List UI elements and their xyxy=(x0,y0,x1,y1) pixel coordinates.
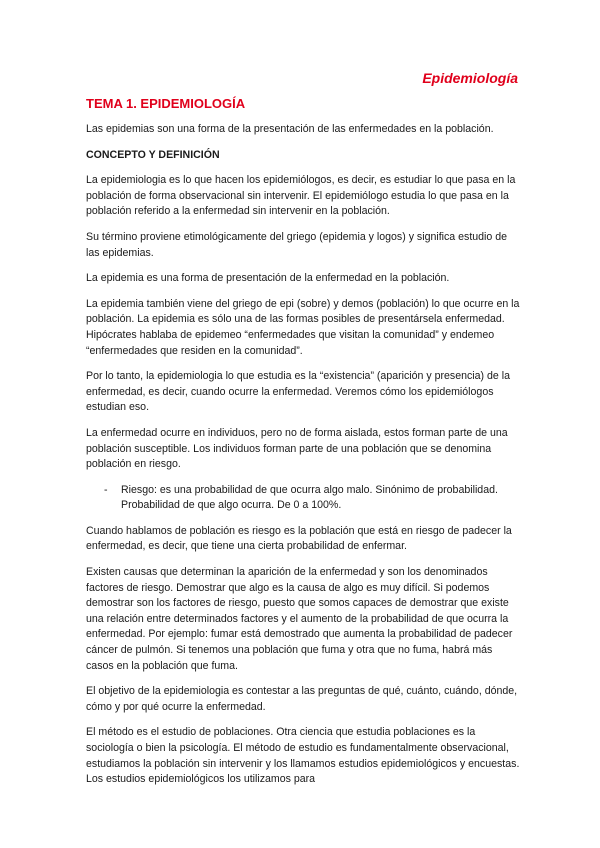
list-item-text: Riesgo: es una probabilidad de que ocurra algo malo. Sinónimo de probabilidad. Probabilidad de que algo ocurra. De 0 a 100%. xyxy=(121,483,498,512)
paragraph: La epidemia es una forma de presentación de la enfermedad en la población. xyxy=(86,272,450,285)
running-header-title: Epidemiología xyxy=(422,70,518,86)
paragraph: La epidemiologia es lo que hacen los epidemiólogos, es decir, es estudiar lo que pasa en la población de forma observacional sin intervenir. El epidemiólogo estudia lo que pasa en la población referido a la enfermedad sin intervenir en la población. xyxy=(86,174,516,218)
chapter-heading: TEMA 1. EPIDEMIOLOGÍA xyxy=(86,96,246,111)
paragraph: Por lo tanto, la epidemiologia lo que estudia es la “existencia” (aparición y presencia) de la enfermedad, es decir, cuando ocurre la enfermedad. Veremos cómo los epidemiólogos estudian eso. xyxy=(86,370,510,414)
paragraph: El método es el estudio de poblaciones. Otra ciencia que estudia poblaciones es la sociología o bien la psicología. El método de estudio es fundamentalmente observacional, estudiamos la población sin intervenir y los llamamos estudios epidemiológicos y encuestas. Los estudios epidemiológicos los utilizamos para xyxy=(86,726,520,786)
document-body xyxy=(86,96,520,798)
paragraph: Existen causas que determinan la aparición de la enfermedad y son los denominados factores de riesgo. Demostrar que algo es la causa de algo es muy difícil. Si podemos demostrar son los factores de riesgo, puesto que somos capaces de demostrar que existe una relación entre determinados factores y el aumento de la probabilidad de que ocurra la enfermedad. Por ejemplo: fumar está demostrado que aumenta la probabilidad de padecer cáncer de pulmón. Si tenemos una población que fuma y otra que no fuma, habrá más casos en la población que fuma. xyxy=(86,566,513,672)
paragraph: La epidemia también viene del griego de epi (sobre) y demos (población) lo que ocurre en la población. La epidemia es sólo una de las formas posibles de presentársela enfermedad. Hipócrates hablaba de epidemeo “enfermedades que visitan la comunidad” y endemeo “enfermedades que residen en la comunidad”. xyxy=(86,297,520,357)
definition-list xyxy=(86,483,520,514)
section-heading: CONCEPTO Y DEFINICIÓN xyxy=(86,148,220,161)
intro-paragraph: Las epidemias son una forma de la presentación de las enfermedades en la población. xyxy=(86,123,494,135)
paragraph: La enfermedad ocurre en individuos, pero no de forma aislada, estos forman parte de una población susceptible. Los individuos forman parte de una población que se denomina población en riesgo. xyxy=(86,426,508,471)
paragraph: Cuando hablamos de población es riesgo es la población que está en riesgo de padecer la enfermedad, es decir, que tiene una cierta probabilidad de enfermar. xyxy=(86,524,512,553)
paragraph: Su término proviene etimológicamente del griego (epidemia y logos) y significa estudio de las epidemias. xyxy=(86,230,508,259)
list-marker: - xyxy=(104,483,108,496)
paragraph: El objetivo de la epidemiologia es contestar a las preguntas de qué, cuánto, cuándo, dónde, cómo y por qué ocurre la enfermedad. xyxy=(86,685,518,713)
list-item xyxy=(104,483,520,514)
